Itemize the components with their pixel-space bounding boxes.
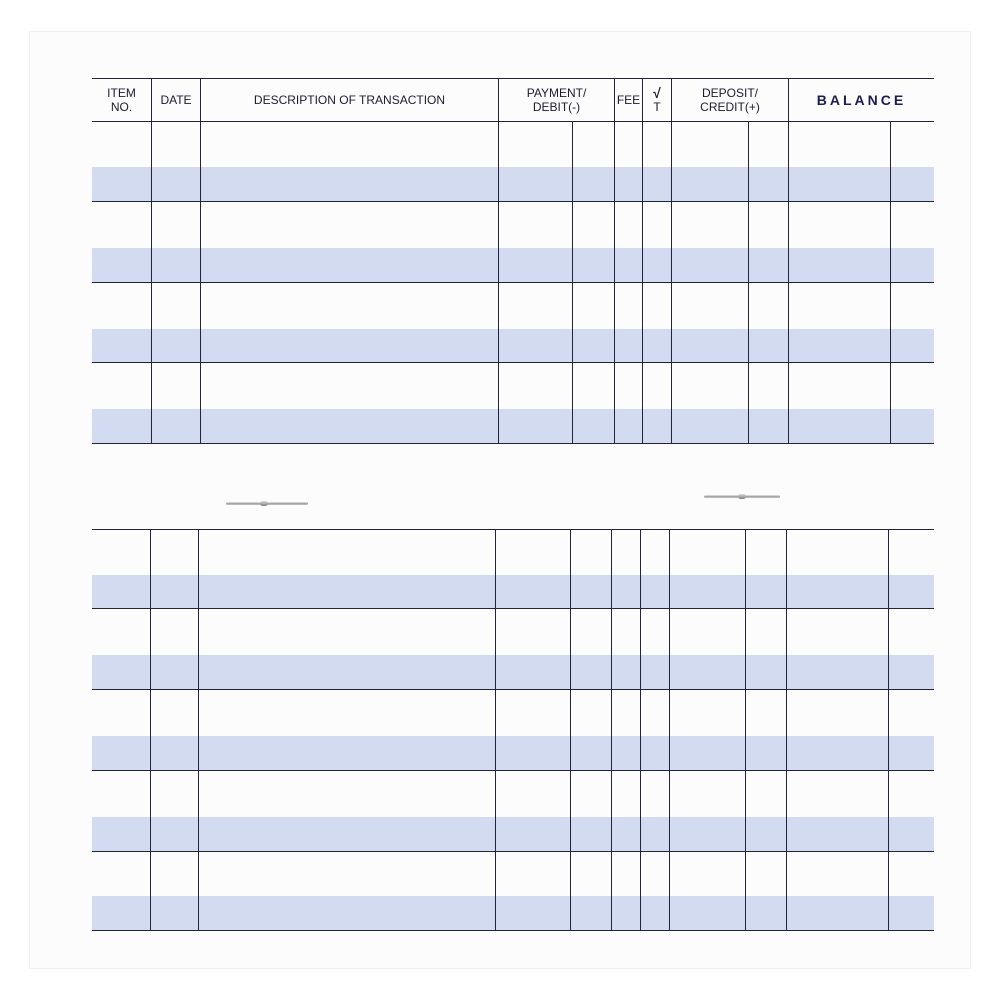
register-bottom-section (92, 529, 934, 931)
entry-rule (92, 608, 934, 609)
cents-divider (570, 529, 571, 931)
header-fee (615, 78, 642, 121)
column-divider (669, 529, 670, 931)
staple (226, 501, 308, 507)
checkmark-icon: √ (653, 84, 661, 101)
entry-rule (92, 770, 934, 771)
entry-rule (92, 282, 934, 283)
column-divider (611, 529, 612, 931)
register-top-section (92, 78, 934, 444)
header-text: DEBIT(-) (532, 99, 581, 114)
bottom-rule (92, 930, 934, 931)
entry-rule (92, 851, 934, 852)
header-description (201, 78, 498, 121)
header-rule (92, 121, 934, 122)
header-payment-debit (499, 78, 614, 121)
column-divider (495, 529, 496, 931)
header-item-no (92, 78, 151, 121)
column-divider (198, 529, 199, 931)
header-date (152, 78, 200, 121)
shaded-band (92, 409, 934, 443)
header-text: NO. (110, 99, 133, 114)
header-text: DATE (160, 92, 192, 107)
header-balance (789, 78, 934, 121)
shaded-band (92, 817, 934, 851)
column-divider (640, 529, 641, 931)
shaded-band (92, 655, 934, 689)
cents-divider (745, 529, 746, 931)
register-grid (92, 78, 934, 444)
column-divider (786, 529, 787, 931)
shaded-band (92, 575, 934, 608)
entry-rule (92, 689, 934, 690)
column-divider (498, 78, 499, 444)
column-divider (150, 529, 151, 931)
entry-rule (92, 201, 934, 202)
entry-rule (92, 362, 934, 363)
staple (704, 494, 780, 500)
bottom-rule (92, 443, 934, 444)
shaded-band (92, 896, 934, 930)
header-text: FEE (616, 92, 641, 107)
column-divider (642, 78, 643, 444)
cents-divider (572, 121, 573, 444)
shaded-band (92, 736, 934, 770)
column-divider (614, 78, 615, 444)
header-check-t (643, 78, 671, 121)
header-text: ITEM (107, 85, 136, 100)
header-text: PAYMENT/ (526, 85, 587, 100)
header-text: BALANCE (816, 91, 907, 108)
cents-divider (748, 121, 749, 444)
shaded-band (92, 167, 934, 201)
header-text: DEPOSIT/ (701, 85, 758, 100)
column-divider (151, 78, 152, 444)
header-text: DESCRIPTION OF TRANSACTION (253, 92, 446, 107)
header-deposit-credit (672, 78, 788, 121)
column-divider (788, 78, 789, 444)
cents-divider (890, 121, 891, 444)
header-text: CREDIT(+) (700, 99, 760, 114)
column-divider (671, 78, 672, 444)
register-grid (92, 529, 934, 931)
top-rule (92, 529, 934, 530)
column-divider (200, 78, 201, 444)
shaded-band (92, 248, 934, 282)
cents-divider (888, 529, 889, 931)
shaded-band (92, 329, 934, 363)
header-text: T (653, 99, 661, 114)
